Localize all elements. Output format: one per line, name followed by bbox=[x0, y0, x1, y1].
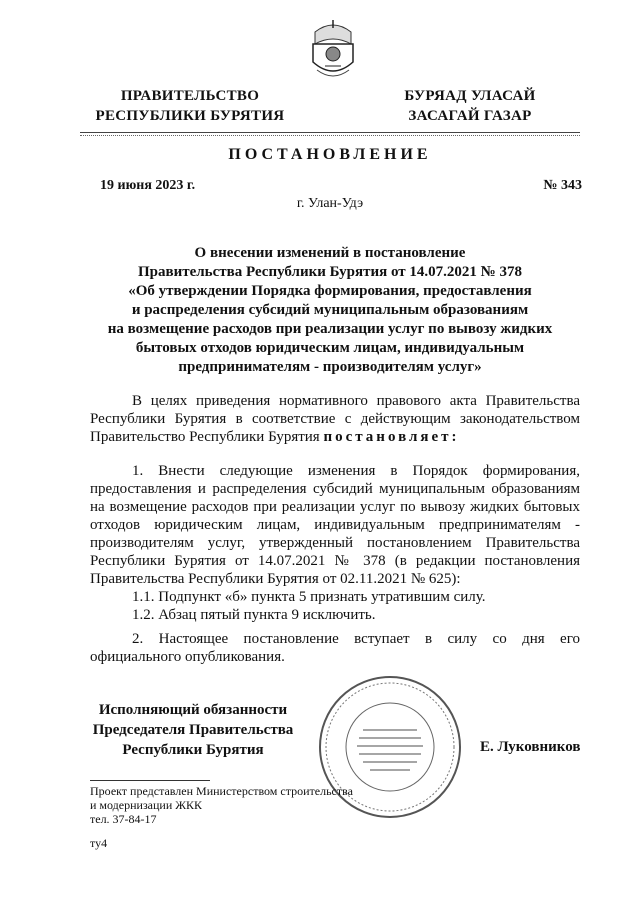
preamble-paragraph bbox=[90, 392, 580, 446]
signatory-name: Е. Луковников bbox=[480, 739, 581, 755]
subject-line: О внесении изменений в постановление bbox=[194, 245, 466, 261]
subject-line: предпринимателям - производителям услуг» bbox=[178, 359, 482, 375]
header-left bbox=[80, 86, 300, 126]
decree-word: постановляет: bbox=[323, 429, 460, 445]
item-1: 1. Внести следующие изменения в Порядок формирования, предоставления и распределения субсидий муниципальным образованиям на возмещение расходов при реализации услуг по вывозу жидких бытовых отходов юридическим лицам, индивидуальным предпринимателям - производителям услуг, утвержденный постановлением Правительства Республики Бурятия от 14.07.2021 № 378 (в редакции постановления Правительства Республики Бурятия от 02.11.2021 № 625): bbox=[90, 463, 580, 587]
document-subject bbox=[90, 244, 570, 377]
footer-divider bbox=[90, 780, 210, 781]
item-1-1: 1.1. Подпункт «б» пункта 5 признать утратившим силу. bbox=[132, 589, 486, 605]
signature-position bbox=[88, 700, 298, 760]
signature-position-line: Исполняющий обязанности bbox=[98, 702, 288, 718]
coat-of-arms-emblem bbox=[303, 14, 363, 84]
header-left-line-2: РЕСПУБЛИКИ БУРЯТИЯ bbox=[95, 108, 285, 124]
header-right-line-1: БУРЯАД УЛАСАЙ bbox=[404, 88, 536, 104]
document-date: 19 июня 2023 г. bbox=[100, 178, 196, 193]
document-code: ту4 bbox=[90, 836, 108, 850]
footer-line: Проект представлен Министерством строительства bbox=[90, 784, 353, 798]
header-right-line-2: ЗАСАГАЙ ГАЗАР bbox=[408, 108, 532, 124]
item-1-2: 1.2. Абзац пятый пункта 9 исключить. bbox=[132, 607, 376, 623]
signature-position-line: Председателя Правительства bbox=[92, 722, 294, 738]
document-title: ПОСТАНОВЛЕНИЕ bbox=[228, 146, 432, 163]
footer-line: тел. 37-84-17 bbox=[90, 812, 157, 826]
document-number: № 343 bbox=[543, 178, 582, 193]
footer-note bbox=[90, 784, 353, 826]
document-city: г. Улан-Удэ bbox=[296, 196, 364, 211]
footer-line: и модернизации ЖКК bbox=[90, 798, 203, 812]
preamble-text: В целях приведения нормативного правового акта Правительства Республики Бурятия в соответствие с действующим законодательством Правительство Республики Бурятия bbox=[90, 393, 580, 445]
header-divider bbox=[80, 132, 580, 133]
subject-line: бытовых отходов юридическим лицам, индивидуальным bbox=[135, 340, 525, 356]
header-divider-dotted bbox=[80, 135, 580, 136]
subject-line: на возмещение расходов при реализации услуг по вывозу жидких bbox=[107, 321, 553, 337]
signature-position-line: Республики Бурятия bbox=[122, 742, 264, 758]
item-2: 2. Настоящее постановление вступает в силу со дня его официального опубликования. bbox=[90, 631, 580, 665]
subject-line: «Об утверждении Порядка формирования, предоставления bbox=[128, 283, 532, 299]
header-right bbox=[380, 86, 560, 126]
subject-line: Правительства Республики Бурятия от 14.07.2021 № 378 bbox=[137, 264, 522, 280]
items-block bbox=[90, 462, 580, 624]
subject-line: и распределения субсидий муниципальным образованиям bbox=[131, 302, 529, 318]
header-left-line-1: ПРАВИТЕЛЬСТВО bbox=[120, 88, 260, 104]
